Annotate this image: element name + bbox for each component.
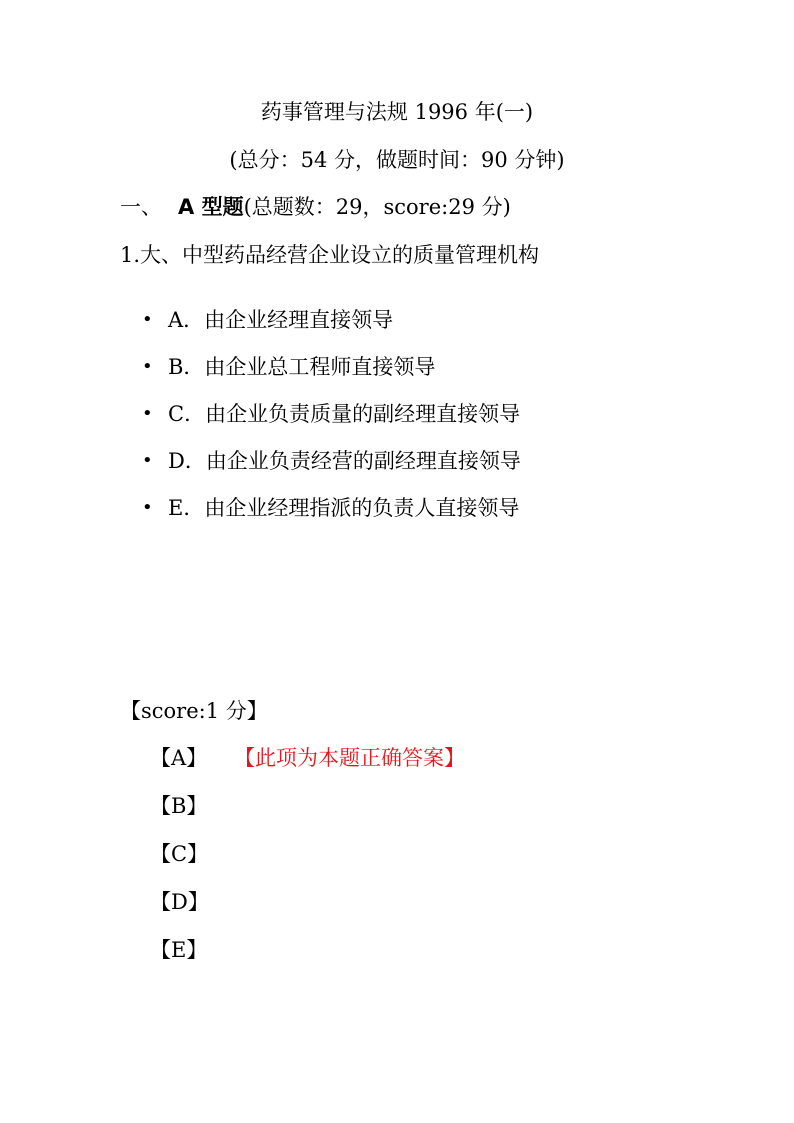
option-label: D．由企业负责经营的副经理直接领导	[168, 449, 521, 473]
answer-key: 【D】	[150, 890, 209, 914]
option-label: C．由企业负责质量的副经理直接领导	[168, 402, 521, 426]
document-subtitle: (总分：54 分，做题时间：90 分钟)	[229, 148, 565, 172]
bullet-icon: •	[142, 309, 153, 330]
option-item	[140, 400, 521, 447]
document-title: 药事管理与法规 1996 年(一)	[260, 100, 534, 124]
score-label: 【score:1 分】	[120, 699, 268, 723]
answer-list	[150, 744, 465, 984]
option-list	[140, 306, 521, 541]
section-heading	[120, 193, 511, 221]
answer-key: 【E】	[150, 938, 208, 962]
option-label: A．由企业经理直接领导	[168, 308, 394, 332]
answer-item	[150, 792, 465, 840]
option-item	[140, 306, 521, 353]
answer-key: 【C】	[150, 842, 209, 866]
answer-item	[150, 840, 465, 888]
section-type-label: A 型题	[178, 195, 244, 219]
bullet-icon: •	[142, 403, 153, 424]
answer-item	[150, 744, 465, 792]
section-number: 一、	[120, 195, 162, 219]
bullet-icon: •	[142, 356, 153, 377]
answer-item	[150, 888, 465, 936]
bullet-icon: •	[142, 497, 153, 518]
answer-key: 【B】	[150, 794, 208, 818]
section-info: (总题数：29，score:29 分)	[243, 195, 511, 219]
option-item	[140, 447, 521, 494]
question-text: 1.大、中型药品经营企业设立的质量管理机构	[120, 243, 540, 267]
answer-key: 【A】	[150, 746, 208, 770]
option-label: E．由企业经理指派的负责人直接领导	[168, 496, 520, 520]
option-label: B．由企业总工程师直接领导	[168, 355, 436, 379]
option-item	[140, 353, 521, 400]
option-item	[140, 494, 521, 541]
answer-item	[150, 936, 465, 984]
bullet-icon: •	[142, 450, 153, 471]
correct-answer-note: 【此项为本题正确答案】	[234, 746, 465, 770]
